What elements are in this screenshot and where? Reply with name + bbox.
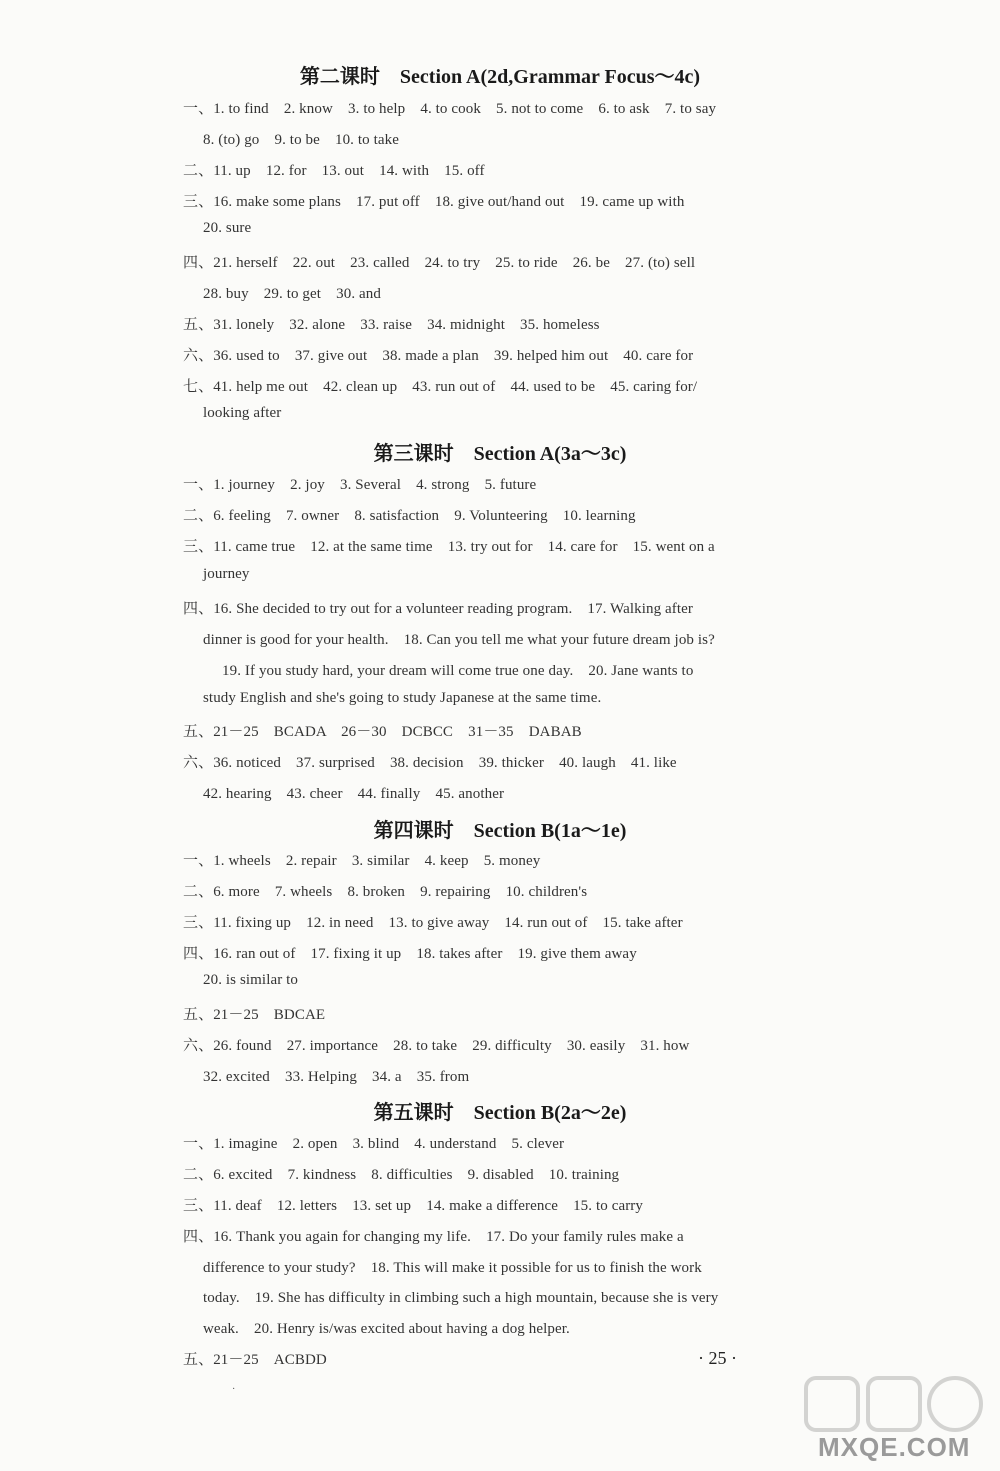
section-title: 第四课时 Section B(1a～1e) — [373, 820, 627, 842]
answer-line: 五、21－25 BCADA 26－30 DCBCC 31－35 DABAB — [183, 724, 582, 740]
answer-line: difference to your study? 18. This will make it possible for us to finish the work — [203, 1260, 702, 1276]
answer-line: 19. If you study hard, your dream will come true one day. 20. Jane wants to — [222, 663, 694, 679]
answer-line: 六、36. noticed 37. surprised 38. decision 39. thicker 40. laugh 41. like — [183, 755, 677, 771]
answer-line: 五、21－25 BDCAE — [183, 1007, 326, 1023]
answer-line: 20. is similar to — [203, 972, 299, 988]
answer-line: 六、26. found 27. importance 28. to take 29. difficulty 30. easily 31. how — [183, 1038, 690, 1054]
answer-line: 六、36. used to 37. give out 38. made a plan 39. helped him out 40. care for — [183, 348, 694, 364]
answer-line: today. 19. She has difficulty in climbing such a high mountain, because she is very — [203, 1290, 719, 1306]
answer-line: weak. 20. Henry is/was excited about having a dog helper. — [203, 1321, 570, 1337]
answer-line: 三、16. make some plans 17. put off 18. give out/hand out 19. came up with — [183, 194, 685, 210]
answer-line: 32. excited 33. Helping 34. a 35. from — [203, 1069, 470, 1085]
answer-line: 四、16. She decided to try out for a volunteer reading program. 17. Walking after — [183, 601, 694, 617]
answer-line: 一、1. wheels 2. repair 3. similar 4. keep 5. money — [183, 853, 541, 869]
answer-line: 二、6. feeling 7. owner 8. satisfaction 9. Volunteering 10. learning — [183, 508, 636, 524]
answer-line: 一、1. imagine 2. open 3. blind 4. understand 5. clever — [183, 1136, 565, 1152]
watermark-text: MXQE.COM — [818, 1432, 971, 1462]
section-title: 第五课时 Section B(2a～2e) — [373, 1102, 627, 1124]
answer-line: dinner is good for your health. 18. Can you tell me what your future dream job is? — [203, 632, 715, 648]
answer-line: 一、1. to find 2. know 3. to help 4. to cook 5. not to come 6. to ask 7. to say — [183, 101, 717, 117]
page-number: · 25 · — [698, 1348, 737, 1368]
answer-line: journey — [203, 566, 250, 582]
answer-line: 四、16. Thank you again for changing my life. 17. Do your family rules make a — [183, 1229, 684, 1245]
answer-line: 三、11. fixing up 12. in need 13. to give away 14. run out of 15. take after — [183, 915, 683, 931]
stray-dot: · — [232, 1384, 236, 1395]
answer-line: study English and she's going to study Japanese at the same time. — [203, 690, 602, 706]
answer-line: 二、11. up 12. for 13. out 14. with 15. off — [183, 163, 485, 179]
answer-line: 二、6. excited 7. kindness 8. difficulties 9. disabled 10. training — [183, 1167, 620, 1183]
answer-line: 三、11. deaf 12. letters 13. set up 14. make a difference 15. to carry — [183, 1198, 643, 1214]
answer-line: 20. sure — [203, 220, 252, 236]
answer-line: 8. (to) go 9. to be 10. to take — [203, 132, 399, 148]
answer-line: 42. hearing 43. cheer 44. finally 45. another — [203, 786, 505, 802]
answer-line: 五、31. lonely 32. alone 33. raise 34. midnight 35. homeless — [183, 317, 600, 333]
section-title: 第三课时 Section A(3a～3c) — [373, 443, 627, 465]
answer-line: looking after — [203, 405, 282, 421]
answer-line: 28. buy 29. to get 30. and — [203, 286, 382, 302]
answer-line: 三、11. came true 12. at the same time 13. try out for 14. care for 15. went on a — [183, 539, 715, 555]
answer-line: 二、6. more 7. wheels 8. broken 9. repairing 10. children's — [183, 884, 588, 900]
answer-line: 五、21－25 ACBDD — [183, 1352, 327, 1368]
answer-line: 四、16. ran out of 17. fixing it up 18. takes after 19. give them away — [183, 946, 637, 962]
answer-line: 七、41. help me out 42. clean up 43. run out of 44. used to be 45. caring for/ — [183, 379, 698, 395]
answer-line: 一、1. journey 2. joy 3. Several 4. strong 5. future — [183, 477, 537, 493]
answer-line: 四、21. herself 22. out 23. called 24. to try 25. to ride 26. be 27. (to) sell — [183, 255, 696, 271]
section-title: 第二课时 Section A(2d,Grammar Focus～4c) — [299, 66, 701, 88]
